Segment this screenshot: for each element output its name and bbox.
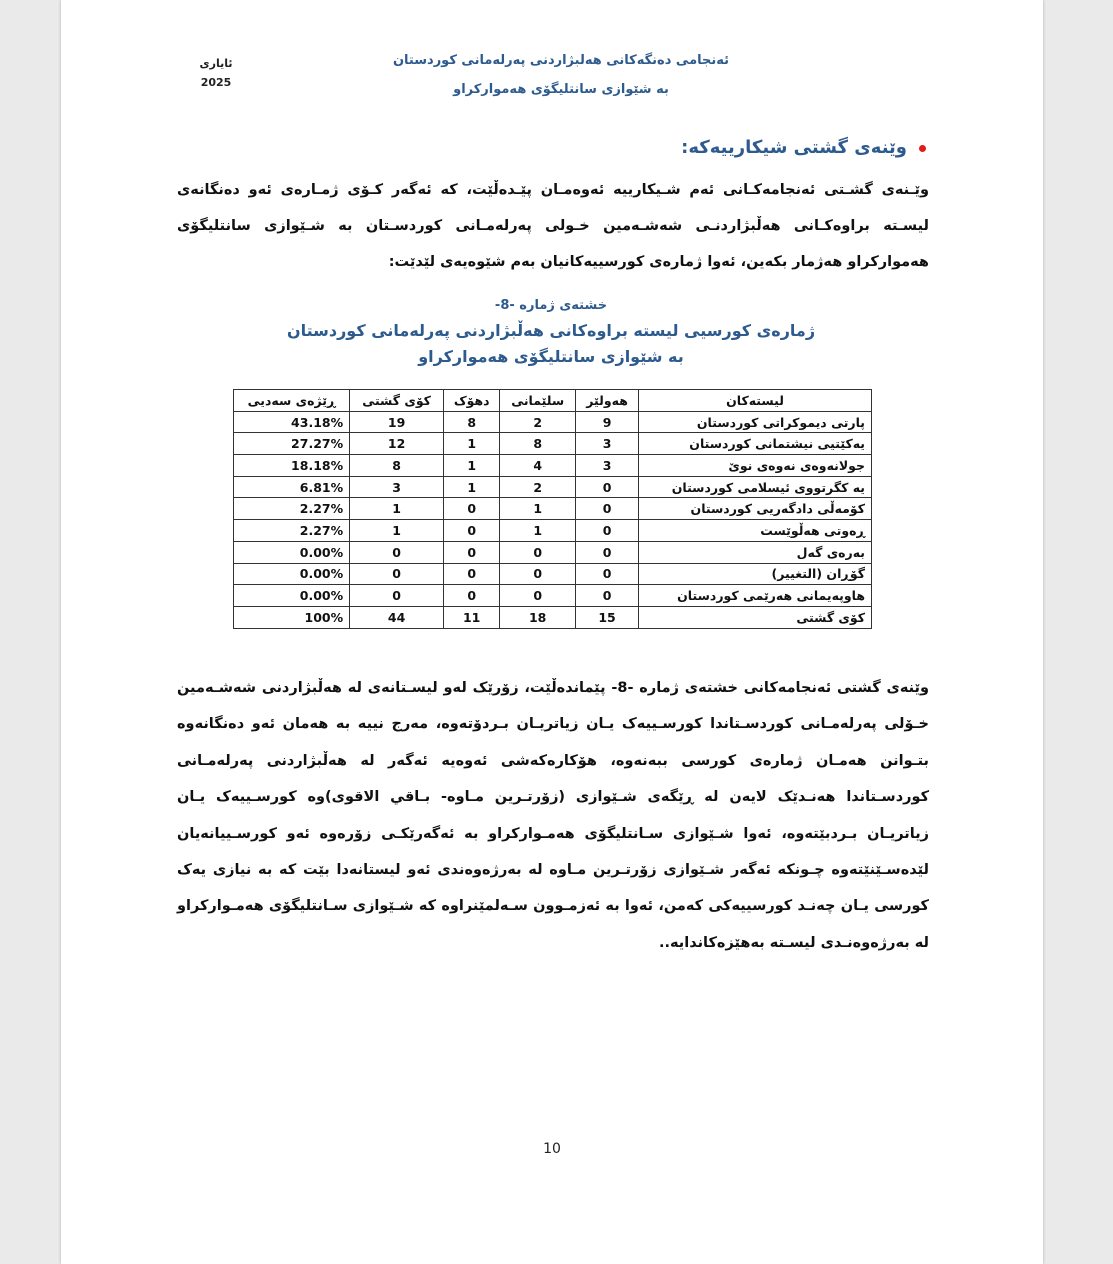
- erbil-seats: 0: [576, 563, 639, 585]
- percentage: 0.00%: [234, 563, 350, 585]
- list-name: کۆمەڵی دادگەریی کوردستان: [639, 498, 872, 520]
- percentage: 2.27%: [234, 520, 350, 542]
- table-row: [234, 563, 872, 585]
- erbil-seats: 3: [576, 433, 639, 455]
- erbil-seats: 0: [576, 476, 639, 498]
- duhok-seats: 0: [444, 541, 500, 563]
- percentage: 18.18%: [234, 455, 350, 477]
- percentage: 27.27%: [234, 433, 350, 455]
- percentage: 6.81%: [234, 476, 350, 498]
- header-percentage: ڕێژەی سەدیی: [234, 390, 350, 412]
- sulaymaniyah-seats: 2: [500, 411, 576, 433]
- header-title-line2: بە شێوازی سانتلیگۆی هەموارکراو: [453, 82, 669, 97]
- total-seats: 12: [350, 433, 444, 455]
- total-seats: 0: [350, 541, 444, 563]
- bullet-icon: [919, 145, 926, 152]
- table-row: [234, 455, 872, 477]
- duhok-total: 11: [444, 606, 500, 628]
- sulaymaniyah-seats: 4: [500, 455, 576, 477]
- total-seats: 19: [350, 411, 444, 433]
- header-title: [361, 46, 761, 104]
- duhok-seats: 8: [444, 411, 500, 433]
- total-seats: 0: [350, 585, 444, 607]
- header-total: کۆی گشتی: [350, 390, 444, 412]
- duhok-seats: 1: [444, 455, 500, 477]
- header-month: ئايارى: [199, 57, 233, 70]
- list-name: هاوپەیمانی هەرێمی کوردستان: [639, 585, 872, 607]
- total-seats: 1: [350, 520, 444, 542]
- list-name: گۆڕان (التغییر): [639, 563, 872, 585]
- header-sulaymaniyah: سلێمانی: [500, 390, 576, 412]
- duhok-seats: 1: [444, 433, 500, 455]
- erbil-seats: 0: [576, 498, 639, 520]
- table-row: [234, 520, 872, 542]
- duhok-seats: 1: [444, 476, 500, 498]
- seats-table: [233, 389, 872, 629]
- table-row: [234, 498, 872, 520]
- total-seats: 3: [350, 476, 444, 498]
- header-erbil: هەولێر: [576, 390, 639, 412]
- conclusion-paragraph: وێنەی گشتی ئەنجامەکانی خشتەی ژمارە -8- پێماندەڵێت، زۆرێک لەو لیسـتانەی لە هەڵبژاردنی شەشـەمین خـۆلی پەرلەمـانی کوردسـتاندا کورسـییەک یـان زیاتریـان بـردۆتەوە، مەرج نییە بە هەمان ئەو دەنگانەوە بتـوانن هەمـان ژمارەی کورسی ببەنەوە، هۆکارەکەشی ئەوەیە ئەگەر لە هەڵبژاردنی پەرلەمـانی کوردسـتاندا هەنـدێک لایەن لە ڕێگەی شـێوازی (زۆرتـرین مـاوە- بـاقي الاقوى)وە کورسـییەک یـان زیاتریـان بـردبێتەوە، ئەوا شـێوازی سـانتلیگۆی هەمـوارکراو بە ئەگەرێکـی زۆرەوە ئەو کورسـییانەیان لێدەسـێنێتەوە چـونکە ئەگەر شـێوازی زۆرتـرین مـاوە لە بەرژەوەندی ئەو لیستانەدا بێت کە بە نیازی یەک کورسی یـان چەنـد کورسییەکی کەمن، ئەوا بە ئەزمـوون سـەلمێنراوە کە شـێوازی سـانتلیگۆی هەمـوارکراو لە بەرژەوەنـدی لیسـتە بەهێزەکاندایە..: [177, 680, 929, 951]
- percentage: 43.18%: [234, 411, 350, 433]
- grand-total: 44: [350, 606, 444, 628]
- list-name: ڕەوتی هەڵوێست: [639, 520, 872, 542]
- percentage: 0.00%: [234, 585, 350, 607]
- erbil-seats: 0: [576, 585, 639, 607]
- sulaymaniyah-total: 18: [500, 606, 576, 628]
- list-name: یەکێتیی نیشتمانی کوردستان: [639, 433, 872, 455]
- section-heading: [681, 137, 926, 158]
- table-row: [234, 411, 872, 433]
- table-row: [234, 541, 872, 563]
- list-name: بەرەی گەل: [639, 541, 872, 563]
- intro-paragraph: وێـنەی گشـتی ئەنجامەکـانی ئەم شـیکارییە ئەوەمـان پێـدەڵێت، کە ئەگەر کـۆی ژمـارەی ئەو دەنگانەی لیسـتە براوەکـانی هەڵبژاردنـی شەشـەمین خـولی پەرلەمـانی کوردسـتان بە شـێوازی سانتلیگۆی هەموارکراو هەژمار بکەین، ئەوا ژمارەی کورسییەکانیان بەم شێوەیەی لێدێت:: [177, 182, 929, 270]
- sulaymaniyah-seats: 1: [500, 520, 576, 542]
- sulaymaniyah-seats: 0: [500, 585, 576, 607]
- document-page: [61, 0, 1043, 1264]
- total-seats: 1: [350, 498, 444, 520]
- percentage: 2.27%: [234, 498, 350, 520]
- header-date: [191, 54, 241, 92]
- erbil-seats: 0: [576, 520, 639, 542]
- duhok-seats: 0: [444, 520, 500, 542]
- header-year: 2025: [200, 76, 232, 89]
- header-title-line1: ئەنجامی دەنگەکانی هەلبژاردنی پەرلەمانی کوردستان: [392, 53, 730, 68]
- header-duhok: دهۆک: [444, 390, 500, 412]
- table-caption: [231, 294, 871, 370]
- sulaymaniyah-seats: 1: [500, 498, 576, 520]
- total-percentage: 100%: [234, 606, 350, 628]
- table-caption-number: خشتەی ژمارە -8-: [494, 298, 608, 313]
- list-name: جولانەوەی نەوەی نوێ: [639, 455, 872, 477]
- table-total-row: [234, 606, 872, 628]
- sulaymaniyah-seats: 2: [500, 476, 576, 498]
- table-row: [234, 476, 872, 498]
- duhok-seats: 0: [444, 585, 500, 607]
- duhok-seats: 0: [444, 498, 500, 520]
- table-row: [234, 585, 872, 607]
- list-name: یە کگرتووی ئیسلامی کوردستان: [639, 476, 872, 498]
- section-heading-text: وێنەی گشتی شیکارییەکە:: [681, 137, 907, 158]
- sulaymaniyah-seats: 0: [500, 541, 576, 563]
- erbil-seats: 0: [576, 541, 639, 563]
- page-number: 10: [543, 1141, 561, 1157]
- erbil-total: 15: [576, 606, 639, 628]
- erbil-seats: 9: [576, 411, 639, 433]
- table-caption-line2: بە شێوازی سانتلیگۆی هەموارکراو: [418, 347, 684, 366]
- sulaymaniyah-seats: 8: [500, 433, 576, 455]
- list-name: پارتی دیموکراتی کوردستان: [639, 411, 872, 433]
- erbil-seats: 3: [576, 455, 639, 477]
- total-seats: 8: [350, 455, 444, 477]
- header-lists: لیستەکان: [639, 390, 872, 412]
- table-row: [234, 433, 872, 455]
- percentage: 0.00%: [234, 541, 350, 563]
- total-seats: 0: [350, 563, 444, 585]
- total-label: کۆی گشتی: [639, 606, 872, 628]
- duhok-seats: 0: [444, 563, 500, 585]
- table-header-row: [234, 390, 872, 412]
- sulaymaniyah-seats: 0: [500, 563, 576, 585]
- table-caption-line1: ژمارەی کورسیی لیستە براوەکانی هەڵبژاردنی پەرلەمانی کوردستان: [286, 321, 816, 340]
